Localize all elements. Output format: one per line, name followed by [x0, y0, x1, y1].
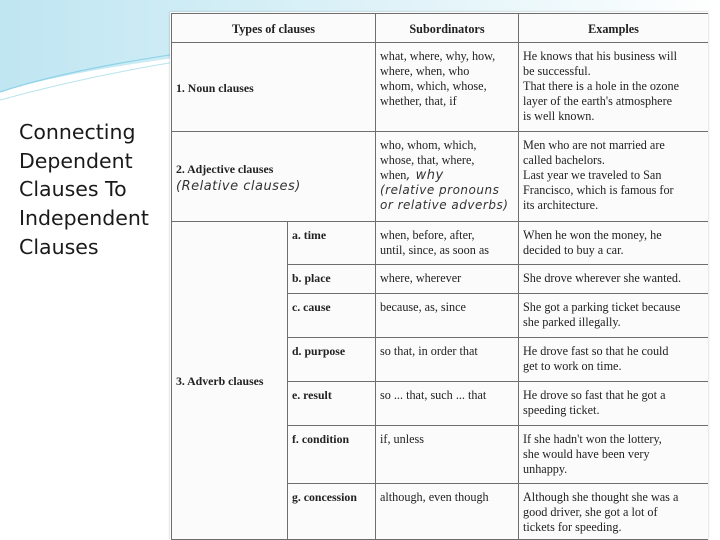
adverb-kind — [288, 382, 376, 426]
slide-title-line: Independent — [19, 206, 149, 231]
adverb-examples — [519, 426, 709, 484]
subordinator-line: if, unless — [380, 432, 425, 446]
adjective-clause-label: 2. Adjective clauses — [176, 161, 274, 176]
adverb-examples — [519, 222, 709, 265]
adverb-kind-label: c. cause — [292, 300, 331, 314]
adverb-subordinators — [376, 338, 519, 382]
subordinator-line: whether, that, if — [380, 94, 457, 108]
subordinator-line: so that, in order that — [380, 344, 478, 358]
adverb-examples — [519, 338, 709, 382]
slide-title-line: Clauses To — [19, 177, 127, 202]
subordinator-line: whom, which, whose, — [380, 79, 487, 93]
example-line: If she hadn't won the lottery, — [523, 432, 662, 446]
subordinator-line: when — [380, 168, 407, 182]
header-row — [172, 14, 709, 43]
adverb-examples — [519, 382, 709, 426]
adverb-kind-label: a. time — [292, 228, 327, 242]
example-line: He drove so fast that he got a — [523, 388, 666, 402]
subordinator-line: what, where, why, how, — [380, 49, 496, 63]
adverb-kind-label: e. result — [292, 388, 332, 402]
example-line: be successful. — [523, 64, 591, 78]
subordinator-line: who, whom, which, — [380, 138, 477, 152]
example-line: she parked illegally. — [523, 315, 621, 329]
handwritten-relative-clauses: (Relative clauses) — [176, 178, 301, 194]
noun-clause-label-cell — [172, 43, 376, 132]
example-line: good driver, she got a lot of — [523, 505, 658, 519]
example-line: Men who are not married are — [523, 138, 665, 152]
handwritten-why: , why — [406, 168, 444, 183]
example-line: get to work on time. — [523, 359, 622, 373]
example-line: When he won the money, he — [523, 228, 662, 242]
adverb-kind — [288, 222, 376, 265]
example-line: That there is a hole in the ozone — [523, 79, 680, 93]
adverb-examples — [519, 294, 709, 338]
slide-title — [19, 118, 164, 262]
subordinator-line: where, wherever — [380, 271, 462, 285]
example-line: she would have been very — [523, 447, 650, 461]
adverb-kind-label: d. purpose — [292, 344, 346, 358]
adverb-kind-label: g. concession — [292, 490, 357, 504]
adverb-kind — [288, 484, 376, 540]
table-row-adverb-time — [172, 222, 709, 265]
adjective-examples — [519, 132, 709, 222]
example-line: decided to buy a car. — [523, 243, 624, 257]
example-line: speeding ticket. — [523, 403, 600, 417]
adverb-clause-label-cell — [172, 222, 288, 540]
adverb-kind — [288, 294, 376, 338]
adverb-subordinators — [376, 382, 519, 426]
adverb-subordinators — [376, 294, 519, 338]
adverb-kind-label: f. condition — [292, 432, 350, 446]
example-line: He drove fast so that he could — [523, 344, 669, 358]
adverb-kind — [288, 338, 376, 382]
adverb-examples — [519, 484, 709, 540]
example-line: She got a parking ticket because — [523, 300, 681, 314]
clauses-table — [171, 13, 708, 540]
example-line: layer of the earth's atmosphere — [523, 94, 673, 108]
adverb-examples — [519, 265, 709, 294]
adjective-subordinators — [376, 132, 519, 222]
handwritten-relative-note: or relative adverbs) — [380, 198, 509, 212]
subordinator-line: until, since, as soon as — [380, 243, 489, 257]
example-line: Although she thought she was a — [523, 490, 679, 504]
header-subordinators: Subordinators — [376, 14, 519, 43]
header-types: Types of clauses — [172, 14, 376, 43]
slide-title-line: Connecting — [19, 120, 136, 144]
subordinator-line: whose, that, where, — [380, 153, 475, 167]
slide-title-line: Dependent — [19, 148, 133, 173]
slide-title-line: Clauses — [19, 234, 99, 259]
noun-examples — [519, 43, 709, 132]
adverb-subordinators — [376, 265, 519, 294]
table-row-noun — [172, 43, 709, 132]
noun-subordinators — [376, 43, 519, 132]
header-examples: Examples — [519, 14, 709, 43]
subordinator-line: when, before, after, — [380, 228, 475, 242]
adverb-kind — [288, 426, 376, 484]
example-line: its architecture. — [523, 198, 599, 212]
adverb-kind-label: b. place — [292, 271, 331, 285]
scanned-clauses-table — [170, 12, 708, 540]
example-line: called bachelors. — [523, 153, 605, 167]
adverb-subordinators — [376, 426, 519, 484]
subordinator-line: although, even though — [380, 490, 489, 504]
subordinator-line: so ... that, such ... that — [380, 388, 487, 402]
example-line: unhappy. — [523, 462, 568, 476]
example-line: He knows that his business will — [523, 49, 678, 63]
example-line: Francisco, which is famous for — [523, 183, 674, 197]
subordinator-line: where, when, who — [380, 64, 470, 78]
example-line: She drove wherever she wanted. — [523, 271, 682, 285]
example-line: is well known. — [523, 109, 595, 123]
subordinator-line: because, as, since — [380, 300, 466, 314]
table-row-adjective — [172, 132, 709, 222]
adverb-clause-label: 3. Adverb clauses — [176, 374, 264, 388]
adverb-subordinators — [376, 484, 519, 540]
adverb-kind — [288, 265, 376, 294]
adjective-clause-label-cell — [172, 132, 376, 222]
handwritten-relative-note: (relative pronouns — [380, 183, 500, 197]
adverb-subordinators — [376, 222, 519, 265]
example-line: tickets for speeding. — [523, 520, 622, 534]
noun-clause-label: 1. Noun clauses — [176, 80, 254, 95]
example-line: Last year we traveled to San — [523, 168, 662, 182]
